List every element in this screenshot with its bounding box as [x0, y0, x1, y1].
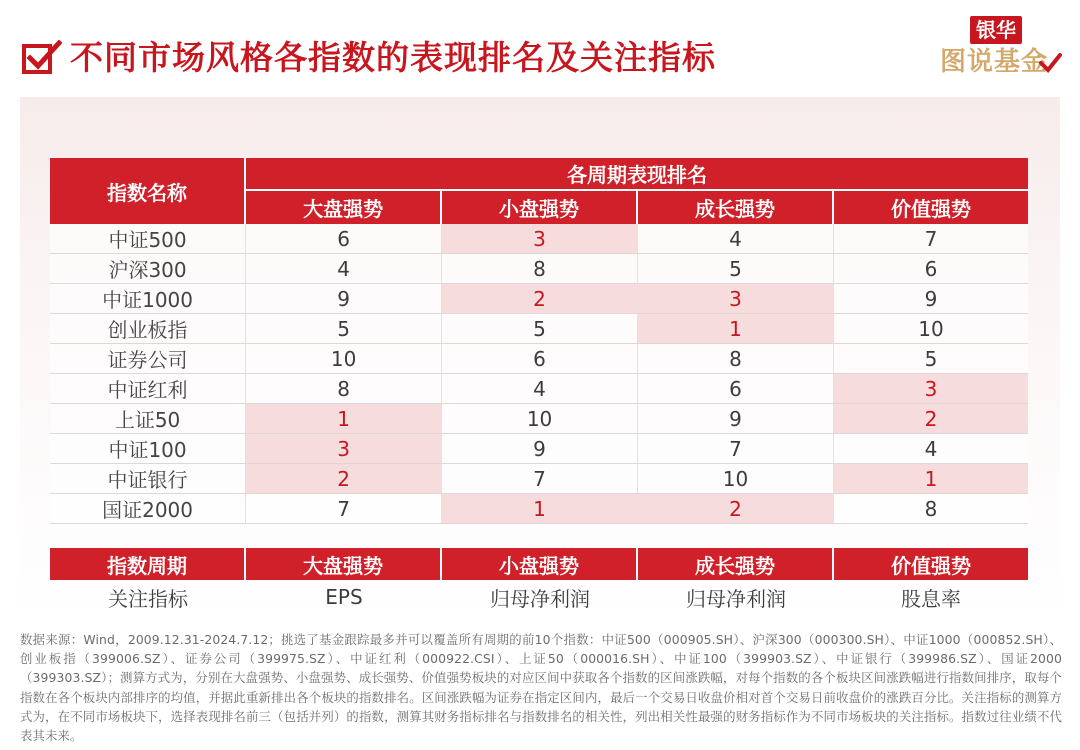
focus-value-indicator: 股息率 [900, 586, 961, 611]
rank-cell: 4 [246, 254, 442, 284]
rank-cell: 7 [638, 434, 834, 464]
focus-header-small-cap: 小盘强势 [442, 548, 638, 580]
rank-cell: 5 [638, 254, 834, 284]
rank-cell: 10 [834, 314, 1028, 344]
focus-small-cap-indicator: 归母净利润 [490, 586, 591, 611]
checkbox-check-icon [22, 40, 62, 74]
index-name-cell: 沪深300 [50, 254, 246, 284]
rank-cell: 7 [834, 224, 1028, 254]
rank-cell: 6 [442, 344, 638, 374]
brand-logo [936, 16, 1066, 86]
rank-cell: 9 [834, 284, 1028, 314]
rank-cell: 5 [834, 344, 1028, 374]
focus-header-value: 价值强势 [834, 548, 1028, 580]
page-title: 不同市场风格各指数的表现排名及关注指标 [70, 38, 716, 77]
rank-cell: 1 [246, 404, 442, 434]
rank-cell: 1 [638, 314, 834, 344]
rank-cell: 4 [442, 374, 638, 404]
index-name-cell: 中证100 [50, 434, 246, 464]
rank-cell: 8 [442, 254, 638, 284]
table-row [50, 344, 1028, 374]
index-name-cell: 创业板指 [50, 314, 246, 344]
column-header-value: 价值强势 [834, 191, 1028, 224]
table-row [50, 464, 1028, 494]
rank-cell: 7 [442, 464, 638, 494]
rank-cell: 3 [246, 434, 442, 464]
table-row [50, 404, 1028, 434]
table-row [50, 284, 1028, 314]
table-row [50, 314, 1028, 344]
logo-bottom-text: 图说基金 [940, 47, 1049, 77]
rank-cell: 9 [638, 404, 834, 434]
rank-cell: 1 [834, 464, 1028, 494]
rank-cell: 8 [834, 494, 1028, 524]
column-header-growth: 成长强势 [638, 191, 834, 224]
rank-cell: 4 [638, 224, 834, 254]
focus-header-growth: 成长强势 [638, 548, 834, 580]
index-name-header: 指数名称 [50, 158, 246, 224]
index-name-cell: 中证红利 [50, 374, 246, 404]
index-name-cell: 上证50 [50, 404, 246, 434]
column-header-large-cap: 大盘强势 [246, 191, 442, 224]
focus-large-cap-indicator: EPS [325, 585, 363, 609]
rank-cell: 2 [638, 494, 834, 524]
table-row [50, 434, 1028, 464]
rank-cell: 5 [442, 314, 638, 344]
rank-cell: 10 [246, 344, 442, 374]
period-group-header: 各周期表现排名 [246, 158, 1028, 191]
rank-cell: 3 [834, 374, 1028, 404]
rank-cell: 9 [246, 284, 442, 314]
rank-cell: 6 [246, 224, 442, 254]
rank-cell: 10 [442, 404, 638, 434]
index-name-cell: 中证1000 [50, 284, 246, 314]
rank-cell: 7 [246, 494, 442, 524]
index-name-cell: 证券公司 [50, 344, 246, 374]
rank-cell: 8 [246, 374, 442, 404]
logo-check-icon [1038, 52, 1062, 74]
rank-cell: 10 [638, 464, 834, 494]
rank-cell: 5 [246, 314, 442, 344]
table-row [50, 224, 1028, 254]
focus-indicator-table [50, 548, 1028, 614]
footnote: 数据来源：Wind，2009.12.31-2024.7.12；挑选了基金跟踪最多并可以覆盖所有周期的前10个指数：中证500（000905.SH）、沪深300（000300.SH）、中证1000（000852.SH）、创业板指（399006.SZ）、证券公司（399975.SZ）、中证红利（000922.CSI）、上证50（000016.SH）、中证100（399903.SZ）、中证银行（399986.SZ）、国证2000（399303.SZ）；测算方式为，分别在大盘强势、小盘强势、成长强势、价值强势板块的对应区间中获取各个指数的区间涨跌幅，对每个指数的各个板块区间涨跌幅进行指数间排序，取每个指数在各个板块内部排序的均值，并据此重新排出各个板块的指数排名。区间涨跌幅为证券在指定区间内，最后一个交易日收盘价相对首个交易日前收盘价的涨跌百分比。关注指标的测算方式为，在不同市场板块下，选择表现排名前三（包括并列）的指数，测算其财务指标排名与指数排名的相关性，列出相关性最强的财务指标作为不同市场板块的关注指标。指数过往业绩不代表其未来。 [20, 632, 1062, 744]
rank-cell: 2 [442, 284, 638, 314]
focus-row [50, 580, 1028, 614]
rank-cell: 3 [442, 224, 638, 254]
rank-cell: 6 [834, 254, 1028, 284]
rank-cell: 4 [834, 434, 1028, 464]
index-name-cell: 中证银行 [50, 464, 246, 494]
table-row [50, 494, 1028, 524]
index-name-cell: 国证2000 [50, 494, 246, 524]
index-name-cell: 中证500 [50, 224, 246, 254]
ranking-table-body [50, 224, 1028, 524]
rank-cell: 2 [246, 464, 442, 494]
focus-growth-indicator: 归母净利润 [685, 586, 786, 611]
table-row [50, 254, 1028, 284]
logo-top-text: 银华 [970, 16, 1022, 44]
rank-cell: 8 [638, 344, 834, 374]
focus-row-label: 关注指标 [107, 586, 188, 611]
ranking-table [50, 158, 1028, 524]
column-header-small-cap: 小盘强势 [442, 191, 638, 224]
rank-cell: 2 [834, 404, 1028, 434]
rank-cell: 6 [638, 374, 834, 404]
rank-cell: 9 [442, 434, 638, 464]
header [0, 0, 1080, 95]
focus-header-period: 指数周期 [50, 548, 246, 580]
rank-cell: 1 [442, 494, 638, 524]
rank-cell: 3 [638, 284, 834, 314]
focus-header-large-cap: 大盘强势 [246, 548, 442, 580]
table-row [50, 374, 1028, 404]
